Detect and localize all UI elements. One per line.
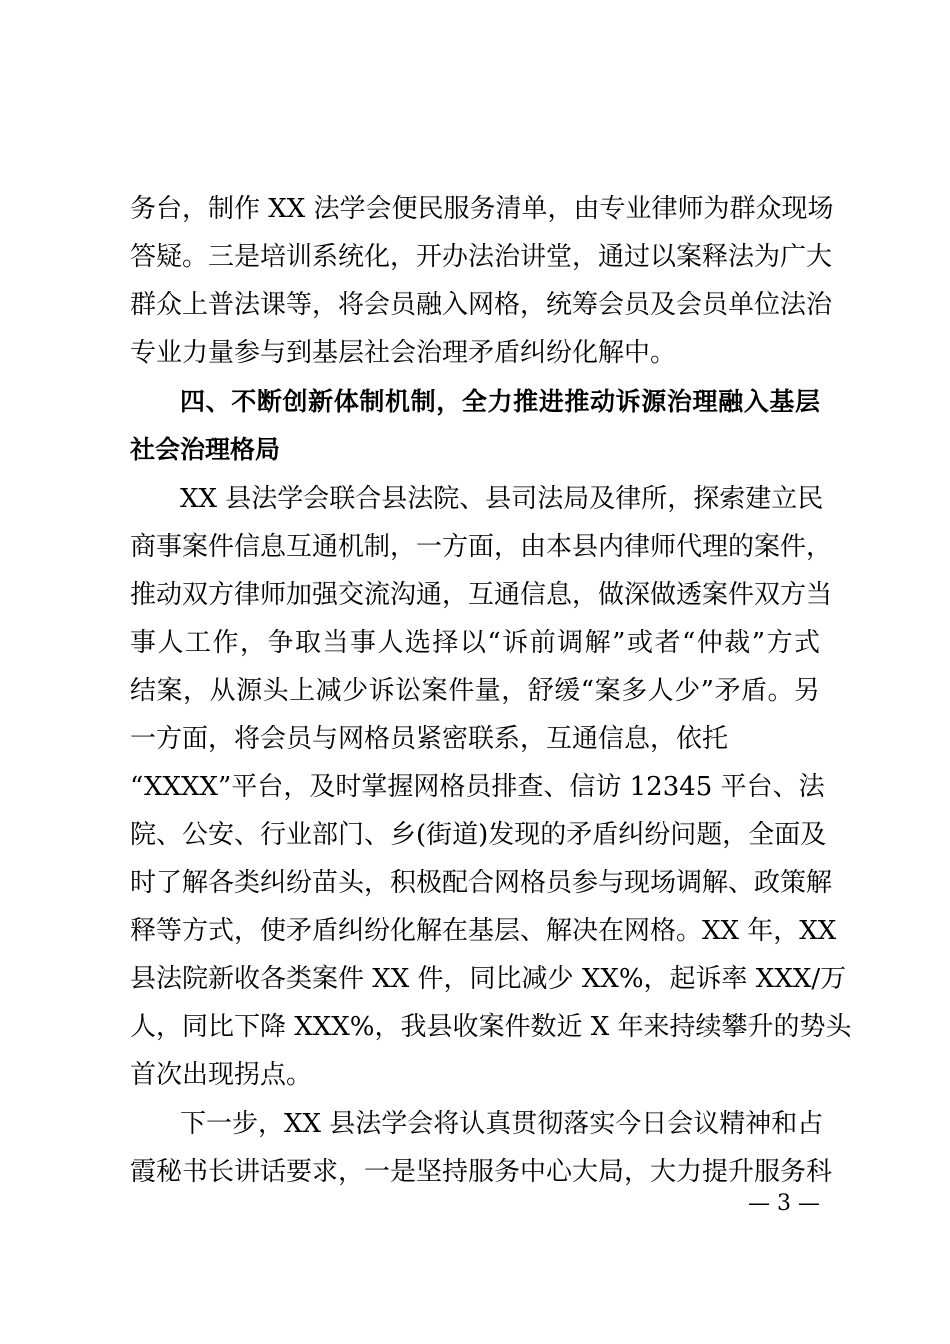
paragraph-line: 院、公安、行业部门、乡(街道)发现的矛盾纠纷问题，全面及 [130, 820, 827, 850]
page-number: — 3 — [748, 1191, 820, 1216]
paragraph-line: 务台，制作 XX 法学会便民服务清单，由专业律师为群众现场 [130, 194, 834, 224]
section-heading-line: 社会治理格局 [130, 435, 281, 464]
paragraph-line: 县法院新收各类案件 XX 件，同比减少 XX%，起诉率 XXX/万 [130, 964, 847, 994]
paragraph-line: 霞秘书长讲话要求，一是坚持服务中心大局，大力提升服务科 [130, 1157, 833, 1187]
paragraph-line: 一方面，将会员与网格员紧密联系，互通信息，依托 [130, 724, 729, 754]
paragraph-line: 人，同比下降 XXX%，我县收案件数近 X 年来持续攀升的势头 [130, 1012, 852, 1042]
paragraph-line: 商事案件信息互通机制，一方面，由本县内律师代理的案件， [130, 532, 833, 562]
paragraph-line: 释等方式，使矛盾纠纷化解在基层、解决在网格。XX 年，XX [130, 916, 837, 946]
paragraph-line: 群众上普法课等，将会员融入网格，统筹会员及会员单位法治 [130, 290, 833, 320]
paragraph-line: 下一步，XX 县法学会将认真贯彻落实今日会议精神和占 [180, 1109, 824, 1139]
paragraph-line: 专业力量参与到基层社会治理矛盾纠纷化解中。 [130, 338, 677, 368]
paragraph-line: 首次出现拐点。 [130, 1060, 313, 1090]
paragraph-line: 答疑。三是培训系统化，开办法治讲堂，通过以案释法为广大 [130, 242, 833, 272]
paragraph-line: XX 县法学会联合县法院、县司法局及律所，探索建立民 [180, 484, 824, 514]
paragraph-line: 时了解各类纠纷苗头，积极配合网格员参与现场调解、政策解 [130, 868, 833, 898]
paragraph-line: “XXXX”平台，及时掌握网格员排查、信访 12345 平台、法 [130, 772, 825, 802]
paragraph-line: 事人工作，争取当事人选择以“诉前调解”或者“仲裁”方式 [130, 628, 820, 658]
paragraph-line: 结案，从源头上减少诉讼案件量，舒缓“案多人少”矛盾。另 [130, 676, 820, 706]
paragraph-line: 推动双方律师加强交流沟通，互通信息，做深做透案件双方当 [130, 580, 833, 610]
section-heading-line: 四、不断创新体制机制，全力推进推动诉源治理融入基层 [180, 387, 820, 416]
